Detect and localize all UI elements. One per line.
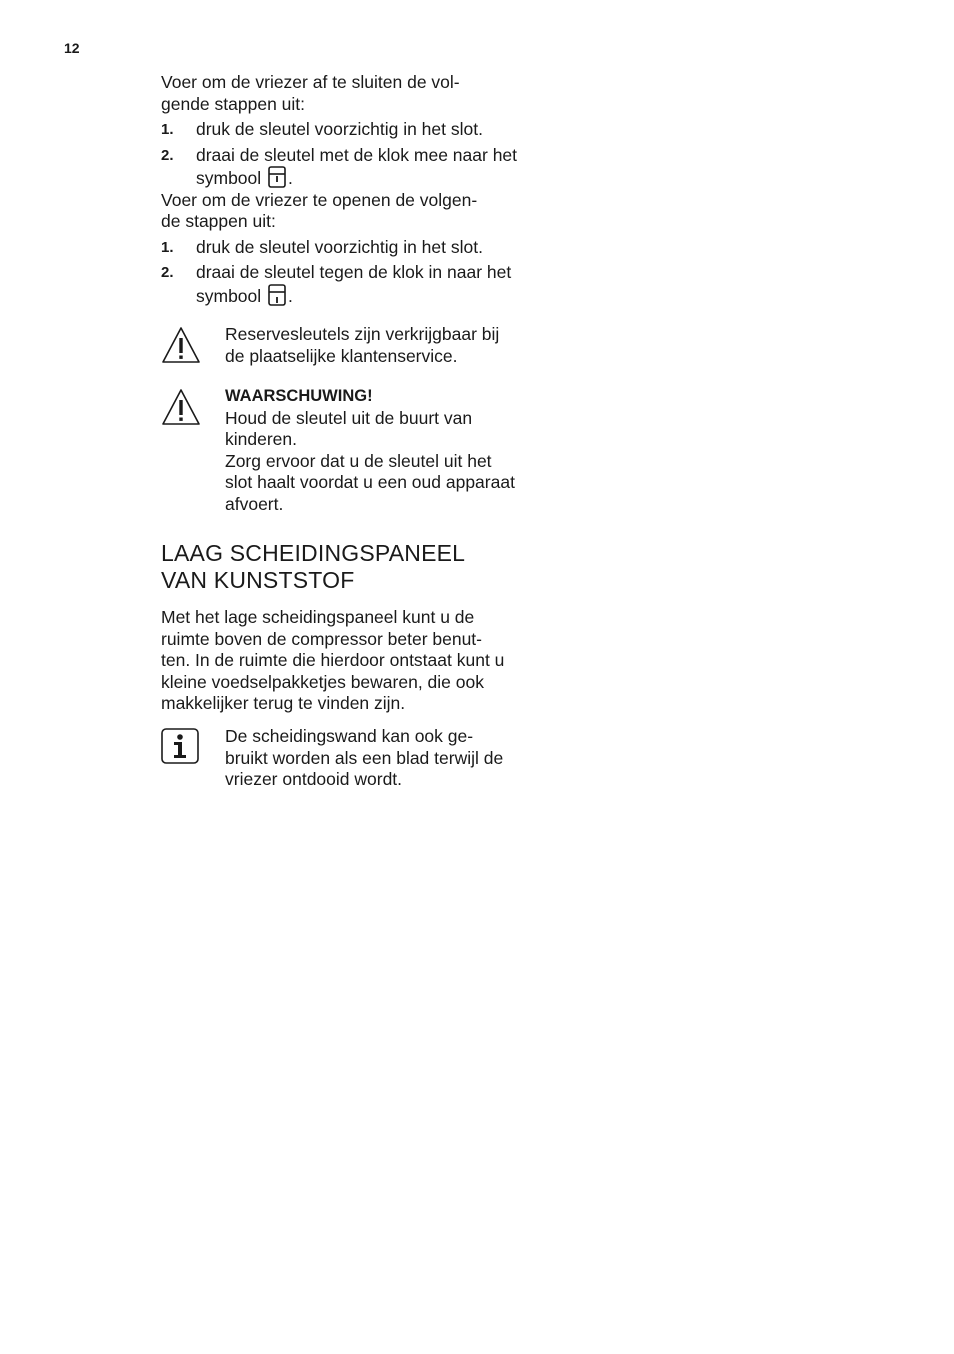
warning-line-1: Houd de sleutel uit de buurt van kinderen. xyxy=(225,407,473,449)
info-notice xyxy=(161,726,517,792)
warning-triangle-icon xyxy=(161,388,201,426)
step-text: druk de sleutel voorzichtig in het slot. xyxy=(196,236,483,257)
divider-panel-section xyxy=(161,540,517,715)
step-text-end: . xyxy=(288,285,293,306)
warning-line-2: Zorg ervoor dat u de sleutel uit het slot haalt voordat u een oud apparaat afvoert. xyxy=(225,450,515,514)
step-text: druk de sleutel voorzichtig in het slot. xyxy=(196,119,483,139)
step-number: 1. xyxy=(161,238,174,256)
step-number: 1. xyxy=(161,121,174,138)
open-step-2 xyxy=(161,262,517,307)
open-intro: Voer om de vriezer te openen de volgen- de stappen uit: xyxy=(161,189,478,231)
warning-notice xyxy=(161,386,517,516)
lock-closed-icon xyxy=(268,166,286,188)
step-number: 2. xyxy=(161,146,174,164)
lock-open-icon xyxy=(268,284,286,306)
warning-title: WAARSCHUWING! xyxy=(225,387,373,405)
close-freezer-instructions xyxy=(161,72,517,307)
open-step-1 xyxy=(161,237,517,259)
info-text: De scheidingswand kan ook ge- bruikt worden als een blad terwijl de vriezer ontdooid wordt. xyxy=(225,726,504,789)
step-number: 2. xyxy=(161,264,174,281)
info-icon xyxy=(161,728,201,768)
section-body: Met het lage scheidingspaneel kunt u de ruimte boven de compressor beter benut- ten. In de ruimte die hierdoor ontstaat kunt u kleine voedselpakketjes bewaren, die ook makkelijker terug te vinden zijn. xyxy=(161,607,505,713)
warning-triangle-icon xyxy=(161,326,201,364)
close-step-1 xyxy=(161,119,517,141)
step-text: draai de sleutel met de klok mee naar het symbool xyxy=(196,144,518,188)
close-step-2 xyxy=(161,145,517,190)
notice-text: Reservesleutels zijn verkrijgbaar bij de plaatselijke klantenservice. xyxy=(225,324,500,366)
step-text: draai de sleutel tegen de klok in naar het symbool xyxy=(196,262,512,306)
section-heading: LAAG SCHEIDINGSPANEEL VAN KUNSTSTOF xyxy=(161,540,465,593)
spare-keys-notice xyxy=(161,324,517,374)
close-intro: Voer om de vriezer af te sluiten de vol- gende stappen uit: xyxy=(161,72,460,114)
warning-body xyxy=(225,386,517,515)
page-number: 12 xyxy=(64,40,80,56)
step-text-end: . xyxy=(288,168,293,188)
